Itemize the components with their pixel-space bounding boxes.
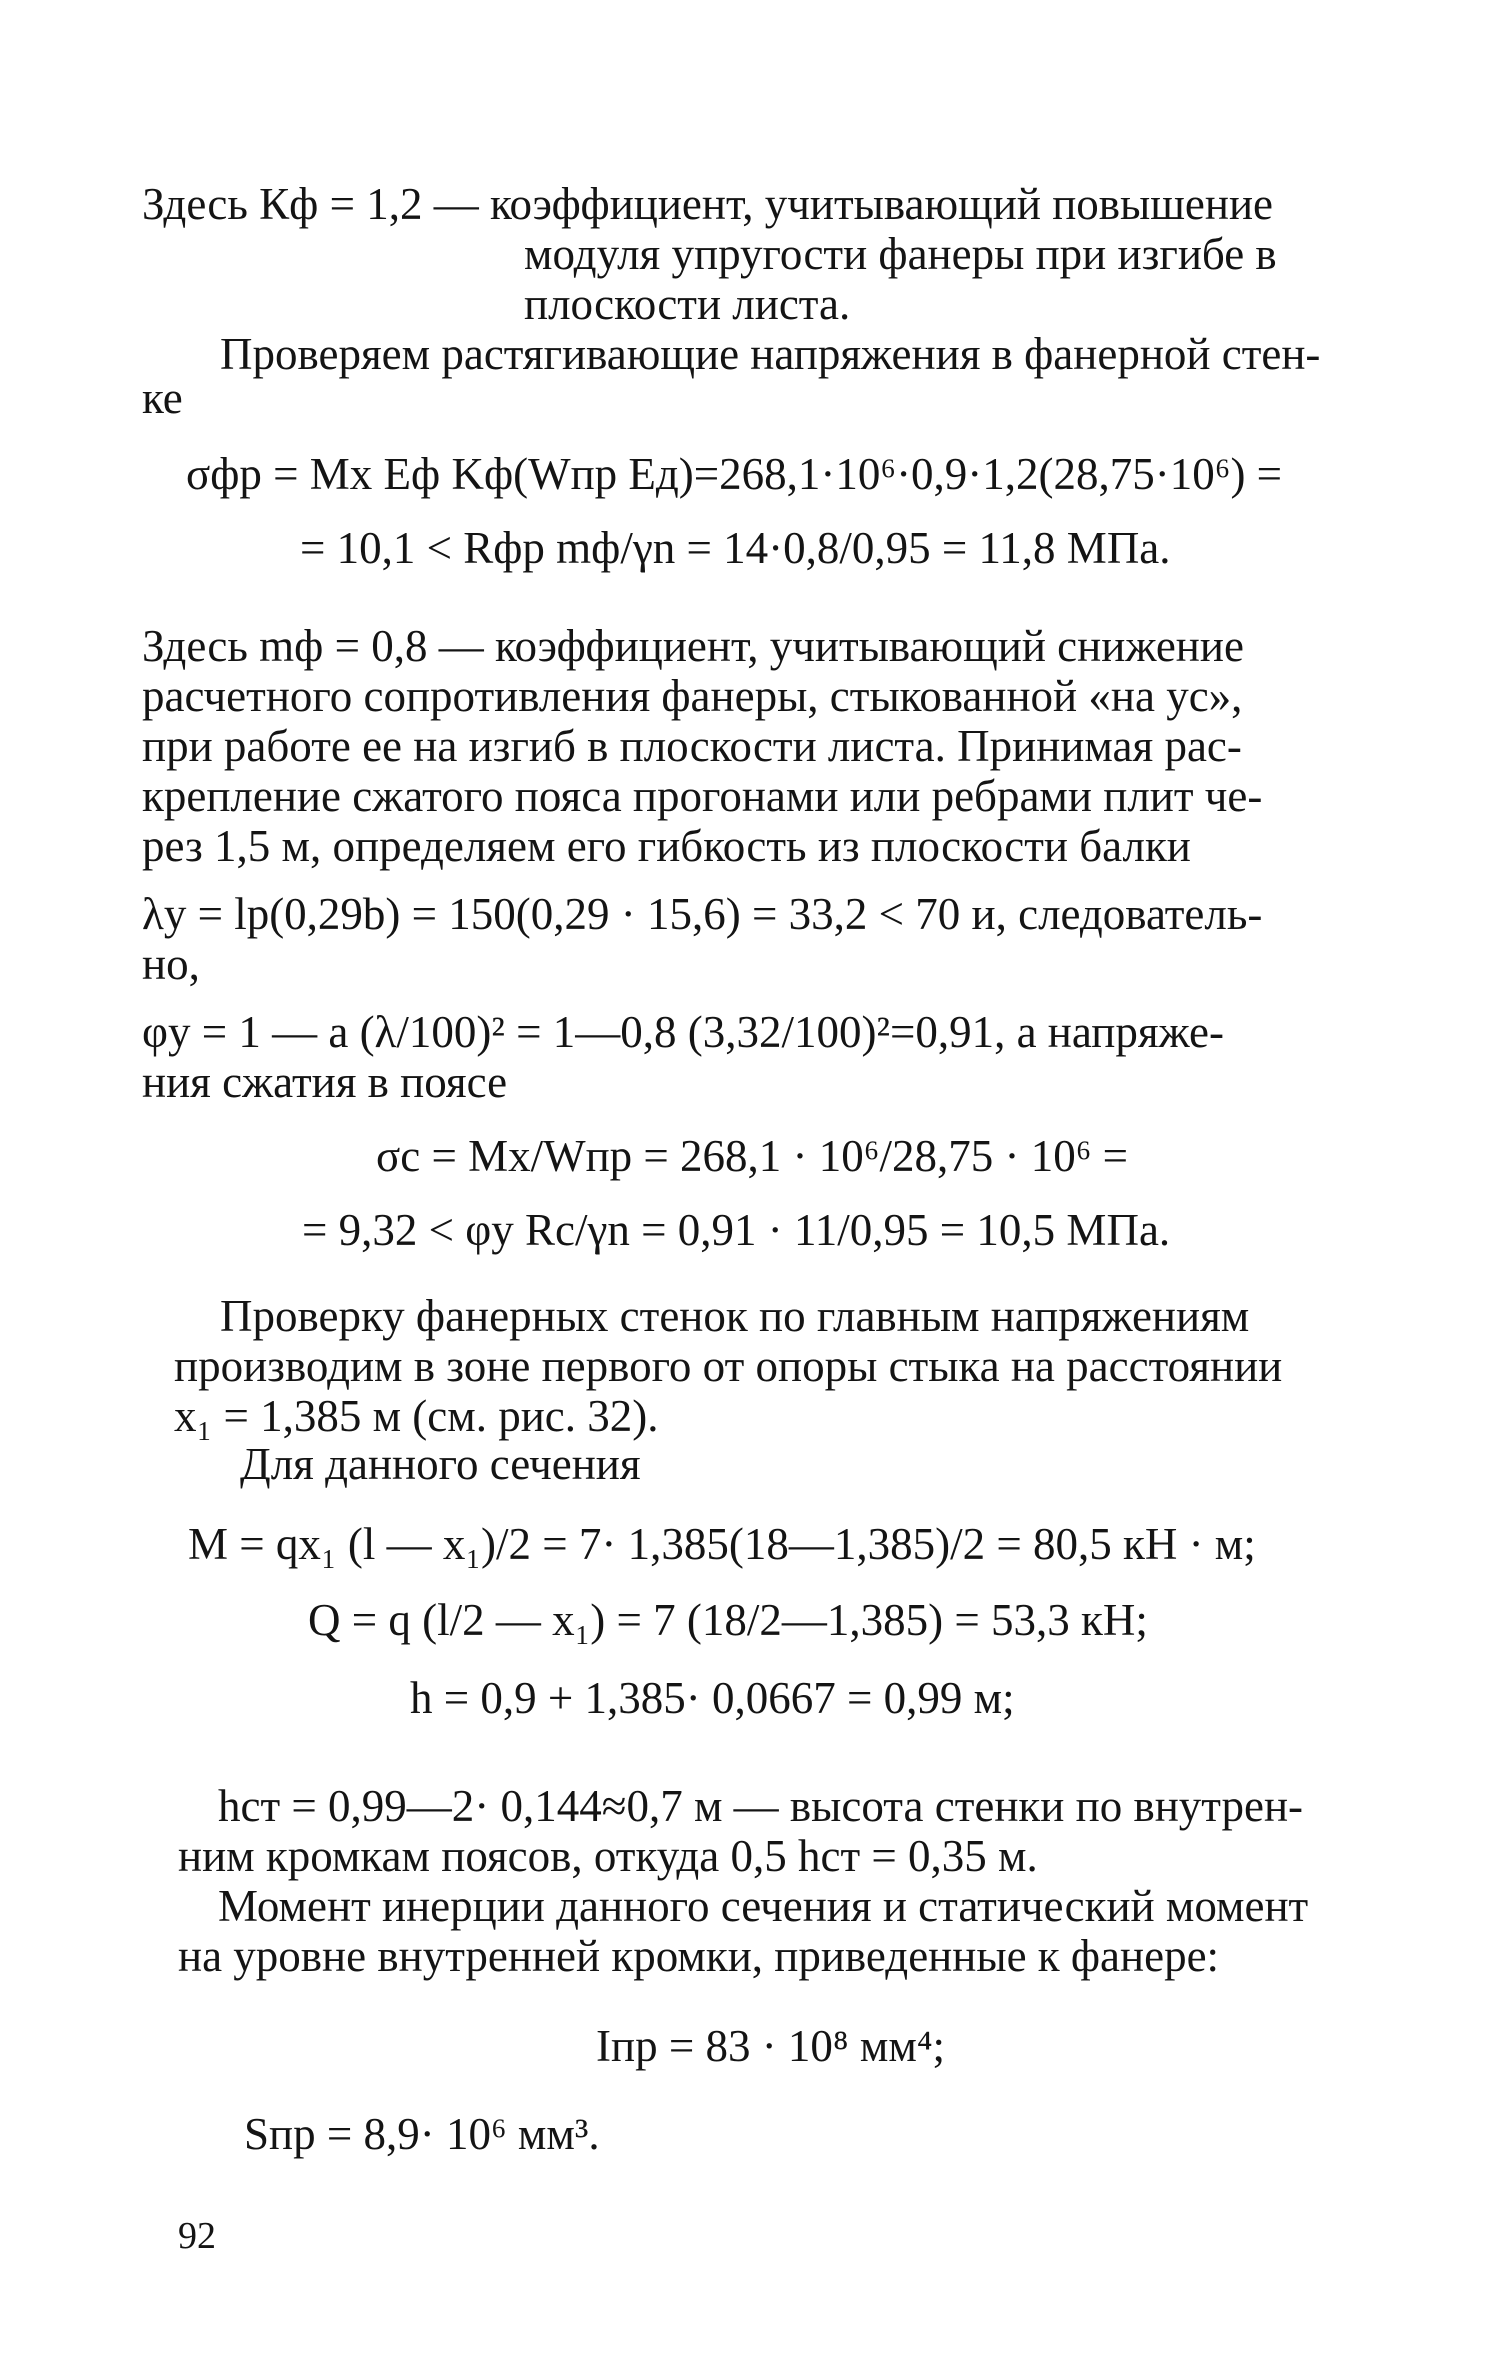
- text-line-29: на уровне внутренней кромки, приведенные к фанере:: [178, 1931, 1220, 1981]
- text-line-12: рез 1,5 м, определяем его гибкость из плоскости балки: [142, 821, 1191, 871]
- text-line-8: Здесь mф = 0,8 — коэффициент, учитывающий снижение: [142, 621, 1244, 671]
- formula-sigma-c-1: σc = Mx/Wпр = 268,1 · 10⁶/28,75 · 10⁶ =: [376, 1131, 1129, 1181]
- text-line-28: Момент инерции данного сечения и статический момент: [218, 1881, 1309, 1931]
- text-line-21: x₁ = 1,385 м (см. рис. 32).: [174, 1391, 659, 1441]
- formula-shear: Q = q (l/2 — x₁) = 7 (18/2—1,385) = 53,3 кН;: [308, 1595, 1148, 1645]
- text-line-10: при работе ее на изгиб в плоскости листа. Принимая рас-: [142, 721, 1242, 771]
- text-line-9: расчетного сопротивления фанеры, стыкованной «на ус»,: [142, 671, 1243, 721]
- formula-web-height: hст = 0,99—2· 0,144≈0,7 м — высота стенки по внутрен-: [218, 1781, 1304, 1831]
- formula-moment: M = qx₁ (l — x₁)/2 = 7· 1,385(18—1,385)/2 = 80,5 кН · м;: [188, 1519, 1256, 1569]
- text-line-20: производим в зоне первого от опоры стыка на расстоянии: [174, 1341, 1283, 1391]
- text-line-27: ним кромкам поясов, откуда 0,5 hст = 0,35 м.: [178, 1831, 1038, 1881]
- text-line-1: Здесь Кф = 1,2 — коэффициент, учитывающий повышение: [142, 179, 1274, 229]
- formula-sigma-fr-2: = 10,1 < Rфр mф/γn = 14·0,8/0,95 = 11,8 МПа.: [300, 523, 1171, 573]
- text-line-19: Проверку фанерных стенок по главным напряжениям: [220, 1291, 1250, 1341]
- text-line-11: крепление сжатого пояса прогонами или ребрами плит че-: [142, 771, 1263, 821]
- text-line-5: ке: [142, 373, 183, 423]
- text-line-14: но,: [142, 939, 200, 989]
- formula-sigma-fr-1: σфр = Mx Eф Kф(Wпр Eд)=268,1·10⁶·0,9·1,2(28,75·10⁶) =: [186, 449, 1283, 499]
- formula-static-moment: Sпр = 8,9· 10⁶ мм³.: [244, 2109, 600, 2159]
- formula-inertia: Iпр = 83 · 10⁸ мм⁴;: [596, 2021, 946, 2071]
- formula-phi: φy = 1 — a (λ/100)² = 1—0,8 (3,32/100)²=0,91, а напряже-: [142, 1007, 1224, 1057]
- page-number: 92: [178, 2215, 216, 2257]
- text-line-22: Для данного сечения: [240, 1439, 641, 1489]
- text-line-3: плоскости листа.: [524, 279, 851, 329]
- text-line-16: ния сжатия в поясе: [142, 1057, 508, 1107]
- text-line-2: модуля упругости фанеры при изгибе в: [524, 229, 1277, 279]
- text-line-4: Проверяем растягивающие напряжения в фанерной стен-: [220, 329, 1321, 379]
- formula-sigma-c-2: = 9,32 < φy Rc/γn = 0,91 · 11/0,95 = 10,5 МПа.: [302, 1205, 1171, 1255]
- formula-lambda: λy = lp(0,29b) = 150(0,29 · 15,6) = 33,2 < 70 и, следователь-: [142, 889, 1263, 939]
- formula-height: h = 0,9 + 1,385· 0,0667 = 0,99 м;: [410, 1673, 1015, 1723]
